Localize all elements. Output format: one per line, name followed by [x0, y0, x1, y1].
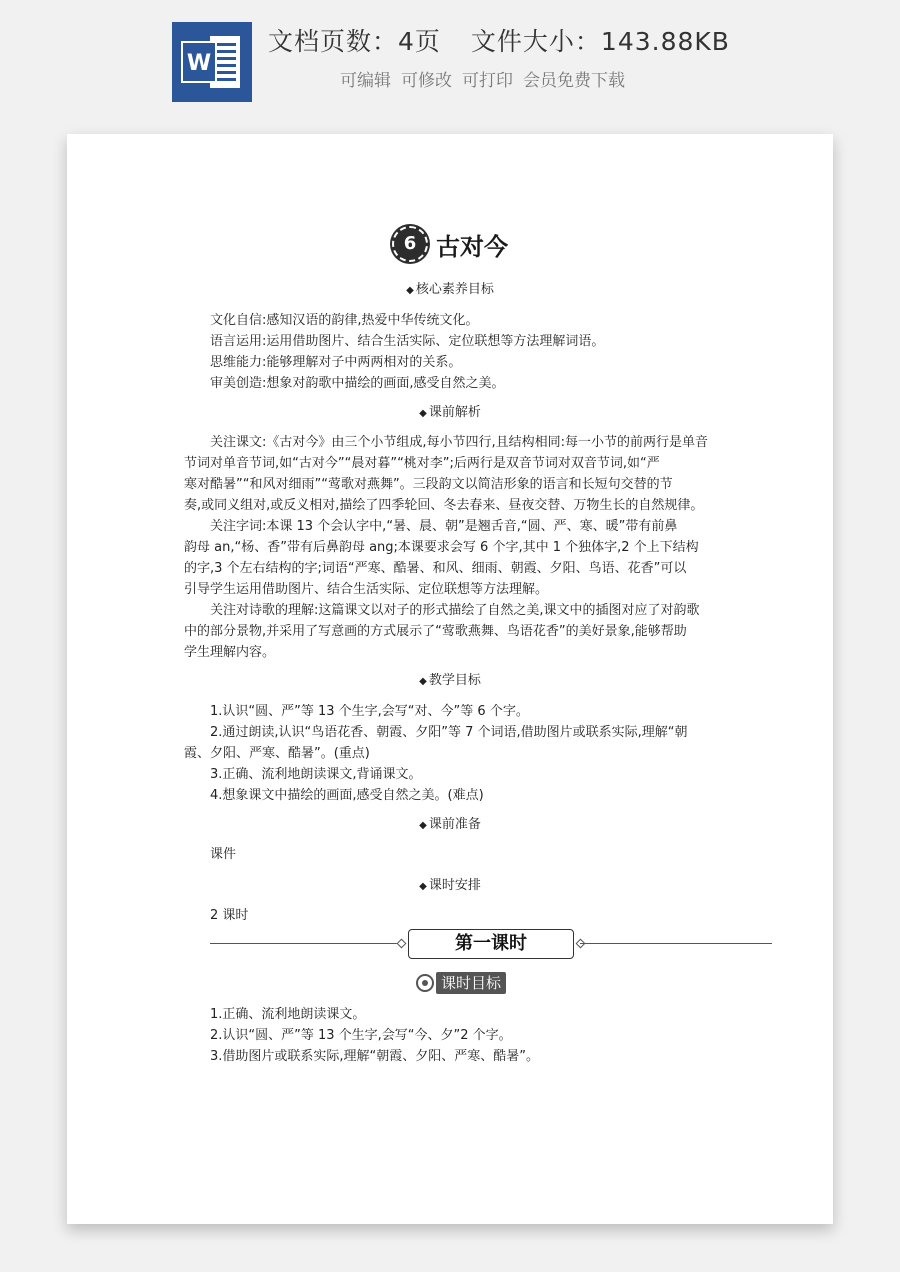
first-period-title: 第一课时 — [408, 929, 574, 959]
paragraph-line: 的字,3 个左右结构的字;词语“严寒、酷暑、和风、细雨、朝霞、夕阳、鸟语、花香”可以 — [184, 561, 687, 576]
paragraph-line: 引导学生运用借助图片、结合生活实际、定位联想等方法理解。 — [184, 582, 549, 597]
paragraph-line: 寒对酷暑”“和风对细雨”“莺歌对燕舞”。三段韵文以简洁形象的语言和长短句交替的节 — [184, 477, 673, 492]
paragraph-line: 关注字词:本课 13 个会认字中,“暑、晨、朝”是翘舌音,“圆、严、寒、暖”带有前鼻 — [210, 519, 678, 534]
paragraph-line: 中的部分景物,并采用了写意画的方式展示了“莺歌燕舞、鸟语花香”的美好景象,能够帮助 — [184, 624, 687, 639]
divider-diamond-left — [397, 939, 407, 949]
doc-features-line — [340, 66, 635, 91]
teaching-goals-list — [184, 701, 718, 806]
list-item: 霞、夕阳、严寒、酷暑”。(重点) — [184, 746, 370, 761]
diamond-icon: ◆ — [419, 408, 427, 419]
divider-line-left — [210, 943, 402, 944]
list-item: 思维能力:能够理解对子中两两相对的关系。 — [210, 355, 462, 370]
paragraph-line: 韵母 an,“杨、香”带有后鼻韵母 ang;本课要求会写 6 个字,其中 1 个独体字,2 个上下结构 — [184, 540, 699, 555]
core-goals-list — [210, 310, 604, 394]
paragraph-line: 关注对诗歌的理解:这篇课文以对子的形式描绘了自然之美,课文中的插图对应了对韵歌 — [210, 603, 700, 618]
feature-printable: 可打印 — [462, 71, 513, 91]
diamond-icon: ◆ — [419, 881, 427, 892]
schedule-text: 2 课时 — [210, 908, 249, 923]
diamond-icon: ◆ — [406, 285, 414, 296]
list-item: 2.通过朗读,认识“鸟语花香、朝霞、夕阳”等 7 个词语,借助图片或联系实际,理解“朝 — [210, 725, 688, 740]
list-item: 4.想象课文中描绘的画面,感受自然之美。(难点) — [210, 788, 484, 803]
list-item: 语言运用:运用借助图片、结合生活实际、定位联想等方法理解词语。 — [210, 334, 605, 349]
file-size: 文件大小：143.88KB — [470, 27, 730, 56]
list-item: 1.认识“圆、严”等 13 个生字,会写“对、今”等 6 个字。 — [210, 704, 529, 719]
feature-editable: 可编辑 — [340, 71, 391, 91]
section-heading-analysis: ◆ 课前解析 — [419, 405, 481, 420]
diamond-icon: ◆ — [419, 676, 427, 687]
paragraph-line: 关注课文:《古对今》由三个小节组成,每小节四行,且结构相同:每一小节的前两行是单音 — [210, 435, 709, 450]
section-heading-preparation: ◆ 课前准备 — [419, 817, 481, 832]
paragraph-line: 节词对单音节词,如“古对今”“晨对暮”“桃对李”;后两行是双音节词对双音节词,如“严 — [184, 456, 660, 471]
first-period-divider — [210, 929, 772, 959]
section-heading-core-goals: ◆ 核心素养目标 — [406, 282, 494, 297]
document-page — [67, 134, 833, 1224]
list-item: 审美创造:想象对韵歌中描绘的画面,感受自然之美。 — [210, 376, 505, 391]
doc-info-header — [0, 0, 900, 118]
feature-member-download: 会员免费下载 — [523, 71, 625, 91]
paragraph-line: 学生理解内容。 — [184, 645, 276, 660]
lesson-title — [67, 226, 833, 266]
list-item: 3.借助图片或联系实际,理解“朝霞、夕阳、严寒、酷暑”。 — [210, 1049, 540, 1064]
section-heading-schedule: ◆ 课时安排 — [419, 878, 481, 893]
analysis-paragraph-text — [184, 432, 718, 663]
paragraph-line: 奏,或同义组对,或反义相对,描绘了四季轮回、冬去春来、昼夜交替、万物生长的自然规律。 — [184, 498, 704, 513]
svg-text:W: W — [186, 51, 212, 76]
doc-meta-line — [268, 22, 730, 58]
diamond-icon: ◆ — [419, 820, 427, 831]
list-item: 3.正确、流利地朗读课文,背诵课文。 — [210, 767, 422, 782]
page-count: 文档页数：4页 — [268, 27, 441, 56]
list-item: 1.正确、流利地朗读课文。 — [210, 1007, 366, 1022]
preparation-text: 课件 — [210, 847, 237, 862]
list-item: 2.认识“圆、严”等 13 个生字,会写“今、夕”2 个字。 — [210, 1028, 512, 1043]
section-heading-teaching-goals: ◆ 教学目标 — [419, 673, 481, 688]
period-goals-list — [210, 1004, 539, 1067]
lesson-name: 古对今 — [436, 232, 508, 261]
target-icon — [416, 974, 434, 992]
lesson-number-badge: 6 — [392, 226, 428, 262]
word-doc-icon — [172, 22, 252, 102]
feature-modifiable: 可修改 — [401, 71, 452, 91]
period-goal-label: 课时目标 — [436, 972, 506, 994]
divider-line-right — [580, 943, 772, 944]
list-item: 文化自信:感知汉语的韵律,热爱中华传统文化。 — [210, 313, 479, 328]
